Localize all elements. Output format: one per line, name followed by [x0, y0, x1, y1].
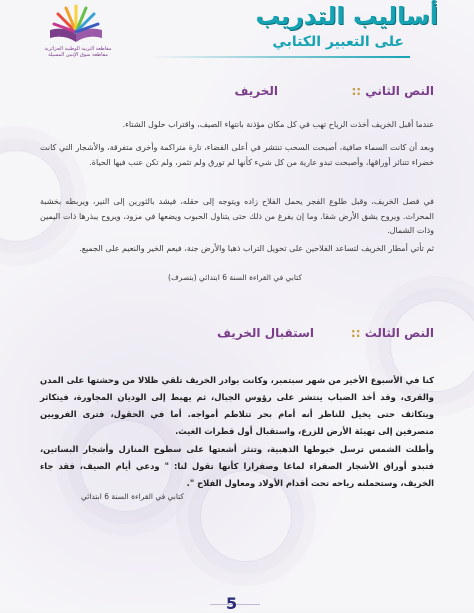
page-subtitle: على التعبير الكتابي [272, 34, 404, 50]
page-number: 5 [226, 594, 238, 613]
section3-number-label: النص الثالث [364, 326, 434, 340]
section2-source: كتابي في القراءة السنة 6 ابتدائي (بتصرف) [168, 273, 302, 282]
section2-paragraph: وبعد أن كانت السماء صافية، أصبحت السحب تنتشر في أعلى الفضاء، تارة متراكمة وأخرى متفرقة، والأشجار التي كانت خضراء تتناثر أوراقها، وأصبحت تبدو عارية من كل شيء كأنها لم تورق ولم تثمر، ولم تكن عنب فيها الحياة. [40, 143, 434, 167]
section3-dots: :: [350, 326, 361, 340]
section2-dots: :: [351, 84, 362, 98]
section3-paragraph: وأطلت الشمس ترسل خيوطها الذهبية، وتنثر أشعتها على سطوح المنازل وأشجار البساتين، فتبدو أوراق الأشجار الصفراء لماعا وصفرارا كأنها تقول لنا: " ودعي أيام الصيف، فقد جاء الخريف، وستحملنه رياحه تحت أقدام الأولاد ومعاول الفلاح ". [40, 444, 434, 488]
section2-number-label: النص الثاني [365, 84, 434, 98]
page-title: أساليب التدريب [255, 2, 438, 30]
section2-paragraph: ثم تأتي أمطار الخريف لتساعد الفلاحين على تحويل التراب ذهبا والأرض جنة، فيعم الخير والنعيم على الجميع. [79, 244, 434, 253]
section2-title: الخريف [234, 84, 278, 98]
logo-caption: مقاطعة التربية الوطنية الجزائرية مقاطعة سوق الإثنين المسيلة [44, 46, 112, 58]
section2-paragraph: عندما أقبل الخريف أخذت الرياح تهب في كل مكان مؤذنة بانتهاء الصيف، واقتراب حلول الشتاء. [122, 120, 434, 129]
header-divider [150, 56, 410, 58]
section2-number [351, 84, 434, 98]
section3-number [351, 326, 434, 340]
section2-paragraph: في فصل الخريف، وقبل طلوع الفجر يحمل الفلاح زاده ويتوجه إلى حقله، فيشد بالثورين إلى النير، ويربطه بخشبة المحراث. ويروح يشق الأرض شقا. وما إن يفرغ من ذلك حتى يتناول الحبوب ويضعها في مزود، ويروح يبذرها ذات اليمين وذات الشمال. [40, 197, 434, 235]
section3-source: كتابي في القراءة السنة 6 ابتدائي [81, 492, 184, 501]
section3-title: استقبال الخريف [217, 326, 314, 340]
section3-paragraph: كنا في الأسبوع الأخير من شهر سبتمبر، وكانت بوادر الخريف تلقي ظلالا من وحشتها على المدن والقرى، وقد أخذ الضباب ينتشر على رؤوس الجبال، ثم يهبط إلى الوديان المجاورة، فيتكاثر ويتكاثف حتى يخيل للناظر أنه أمام بحر تتلاطم أمواجه. أما في الحقول، فترى الفرويين منصرفين إلى تهيئة الأرض للزرع، واستقبال أول قطرات الغيث. [40, 375, 434, 436]
book-logo-icon [44, 4, 108, 44]
